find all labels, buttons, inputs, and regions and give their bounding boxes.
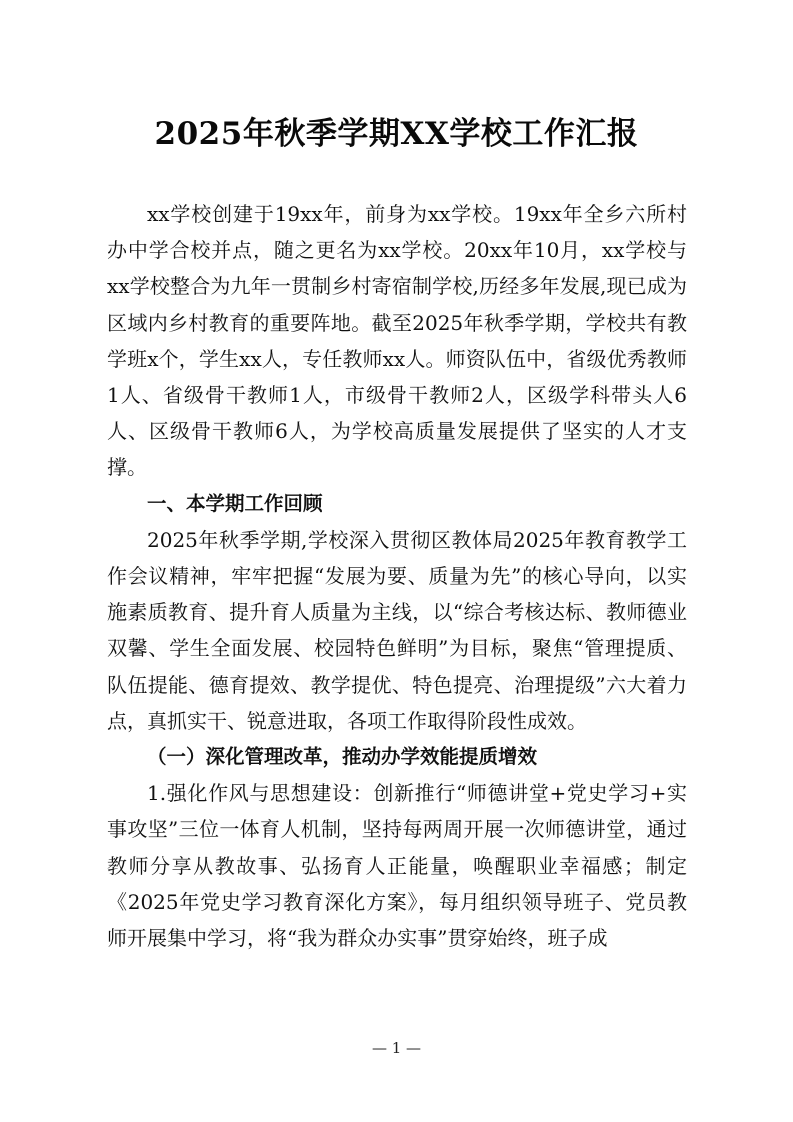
document-body	[107, 196, 687, 956]
subsection-heading: （一）深化管理改革，推动办学效能提质增效	[147, 745, 538, 769]
section-heading: 一、本学期工作回顾	[147, 491, 323, 515]
review-paragraph: 2025年秋季学期,学校深入贯彻区教体局2025年教育教学工作会议精神，牢牢把握“发展为要、质量为先”的核心导向，以实施素质教育、提升育人质量为主线，以“综合考核达标、教师德业双馨、学生全面发展、校园特色鲜明”为目标，聚焦“管理提质、队伍提能、德育提效、教学提优、特色提亮、治理提级”六大着力点，真抓实干、锐意进取，各项工作取得阶段性成效。	[107, 527, 687, 733]
intro-paragraph: xx学校创建于19xx年，前身为xx学校。19xx年全乡六所村办中学合校并点，随之更名为xx学校。20xx年10月，xx学校与xx学校整合为九年一贯制乡村寄宿制学校,历经多年发展,现已成为区域内乡村教育的重要阵地。截至2025年秋季学期，学校共有教学班x个，学生xx人，专任教师xx人。师资队伍中，省级优秀教师1人、省级骨干教师1人，市级骨干教师2人，区级学科带头人6人、区级骨干教师6人，为学校高质量发展提供了坚实的人才支撑。	[107, 202, 687, 480]
item-paragraph: 1.强化作风与思想建设：创新推行“师德讲堂+党史学习+实事攻坚”三位一体育人机制，坚持每两周开展一次师德讲堂，通过教师分享从教故事、弘扬育人正能量，唤醒职业幸福感；制定《2025年党史学习教育深化方案》，每月组织领导班子、党员教师开展集中学习，将“我为群众办实事”贯穿始终，班子成	[107, 781, 687, 951]
page-number: — 1 —	[371, 1039, 422, 1057]
document-title: 2025年秋季学期XX学校工作汇报	[154, 116, 639, 152]
